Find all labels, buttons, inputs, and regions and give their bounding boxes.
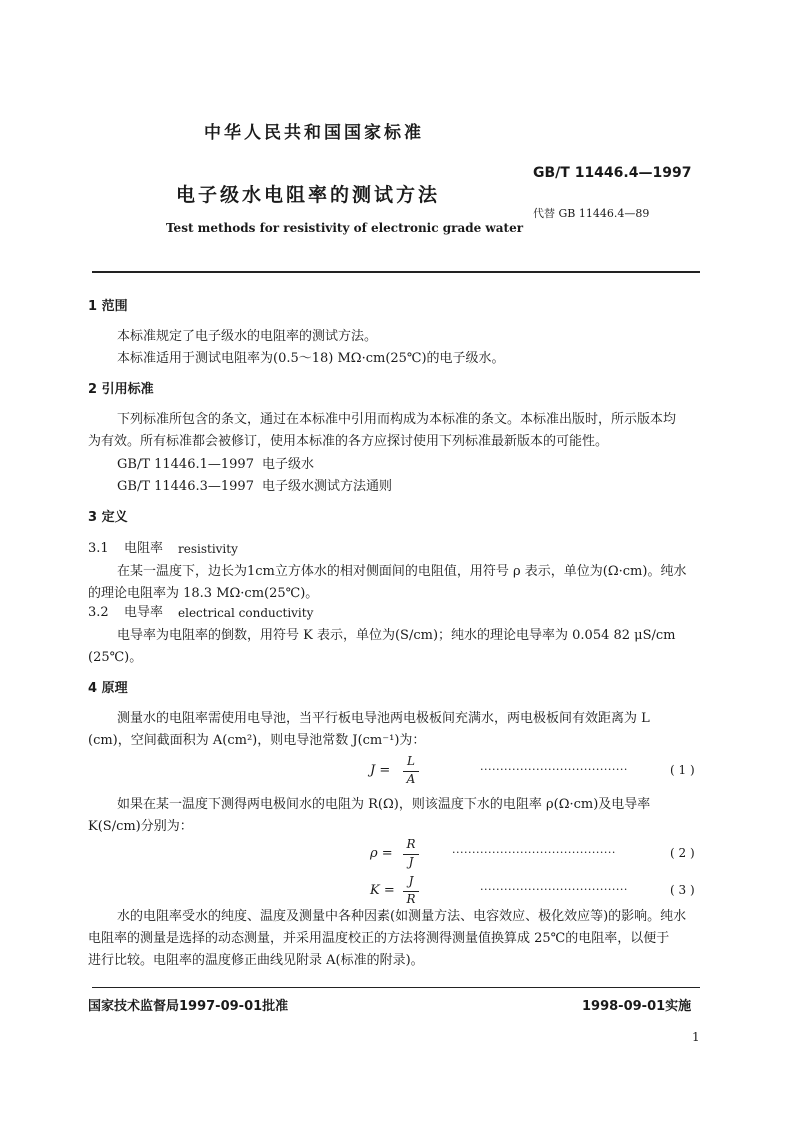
section-1-heading: 1 范围 <box>88 299 128 314</box>
definition-3-2-line-2: (25℃)。 <box>88 650 143 665</box>
equation-3-denominator: R <box>406 892 416 906</box>
section-4-heading: 4 原理 <box>88 681 128 696</box>
definition-3-1-line-2: 的理论电阻率为 18.3 MΩ·cm(25℃)。 <box>88 586 319 601</box>
equation-3 <box>370 874 700 910</box>
definition-3-1-en: resistivity <box>178 542 238 556</box>
definition-3-1-line-1: 在某一温度下，边长为1cm立方体水的相对侧面间的电阻值，用符号 ρ 表示，单位为(Ω·cm)。纯水 <box>117 564 687 579</box>
header-rule <box>92 271 700 273</box>
equation-2-denominator: J <box>408 855 414 869</box>
definition-3-2-term: 电导率 <box>124 605 164 620</box>
section-4-p1-line-1: 测量水的电阻率需使用电导池，当平行板电导池两电极板间充满水，两电极板间有效距离为 L <box>117 711 650 726</box>
equation-2 <box>370 837 700 873</box>
section-2-heading: 2 引用标准 <box>88 382 154 397</box>
equation-2-leader: ········································· <box>452 846 616 859</box>
definition-3-1-term: 电阻率 <box>124 541 164 556</box>
equation-3-tag: ( 3 ) <box>670 883 695 897</box>
section-2-line-1: 下列标准所包含的条文，通过在本标准中引用而构成为本标准的条文。本标准出版时，所示版本均 <box>117 412 677 427</box>
section-4-p2-line-1: 如果在某一温度下测得两电极间水的电阻为 R(Ω)，则该温度下水的电阻率 ρ(Ω·cm)及电导率 <box>117 797 651 812</box>
equation-2-numerator: R <box>406 837 416 851</box>
section-4-p3-line-2: 电阻率的测量是选择的动态测量，并采用温度校正的方法将测得测量值换算成 25℃的电阻率，以便于 <box>88 931 670 946</box>
approval-statement: 国家技术监督局1997-09-01批准 <box>88 999 289 1014</box>
page-number: 1 <box>692 1030 700 1044</box>
equation-1-leader: ····································· <box>480 763 628 776</box>
national-standard-title: 中华人民共和国国家标准 <box>204 123 424 143</box>
section-4-p2-line-2: K(S/cm)分别为： <box>88 819 193 834</box>
section-4-p3-line-3: 进行比较。电阻率的温度修正曲线见附录 A(标准的附录)。 <box>88 953 424 968</box>
section-2-line-2: 为有效。所有标准都会被修订，使用本标准的各方应探讨使用下列标准最新版本的可能性。 <box>88 434 609 449</box>
section-4-p1-line-2: (cm)，空间截面积为 A(cm²)，则电导池常数 J(cm⁻¹)为： <box>88 733 426 748</box>
implementation-date: 1998-09-01实施 <box>582 999 692 1014</box>
equation-1-tag: ( 1 ) <box>670 763 695 777</box>
equation-3-lhs: K = <box>370 883 395 898</box>
definition-3-2-line-1: 电导率为电阻率的倒数，用符号 K 表示，单位为(S/cm)；纯水的理论电导率为 0.054 82 μS/cm <box>117 628 676 643</box>
reference-2-code: GB/T 11446.3—1997 <box>117 479 254 494</box>
equation-3-numerator: J <box>408 874 414 888</box>
equation-2-lhs: ρ = <box>370 846 393 861</box>
replaces-standard: 代替 GB 11446.4—89 <box>533 207 650 220</box>
section-1-line-1: 本标准规定了电子级水的电阻率的测试方法。 <box>117 329 378 344</box>
section-4-p3-line-1: 水的电阻率受水的纯度、温度及测量中各种因素(如测量方法、电容效应、极化效应等)的影响。纯水 <box>117 909 687 924</box>
equation-1-denominator: A <box>406 772 416 786</box>
reference-1-title: 电子级水 <box>262 457 315 472</box>
definition-3-2-number: 3.2 <box>88 605 109 620</box>
section-1-line-2: 本标准适用于测试电阻率为(0.5～18) MΩ·cm(25℃)的电子级水。 <box>117 351 505 366</box>
standard-code: GB/T 11446.4—1997 <box>533 165 692 181</box>
footer-rule <box>92 987 700 988</box>
reference-2-title: 电子级水测试方法通则 <box>262 479 393 494</box>
equation-3-leader: ····································· <box>480 883 628 896</box>
section-3-heading: 3 定义 <box>88 510 128 525</box>
equation-1-numerator: L <box>407 754 415 768</box>
document-title-en: Test methods for resistivity of electronic grade water <box>166 221 524 235</box>
equation-1-lhs: J = <box>370 763 391 778</box>
definition-3-1-number: 3.1 <box>88 541 109 556</box>
document-title-cn: 电子级水电阻率的测试方法 <box>176 184 441 206</box>
equation-2-tag: ( 2 ) <box>670 846 695 860</box>
definition-3-2-en: electrical conductivity <box>178 606 314 620</box>
reference-1-code: GB/T 11446.1—1997 <box>117 457 254 472</box>
equation-1 <box>370 754 700 790</box>
